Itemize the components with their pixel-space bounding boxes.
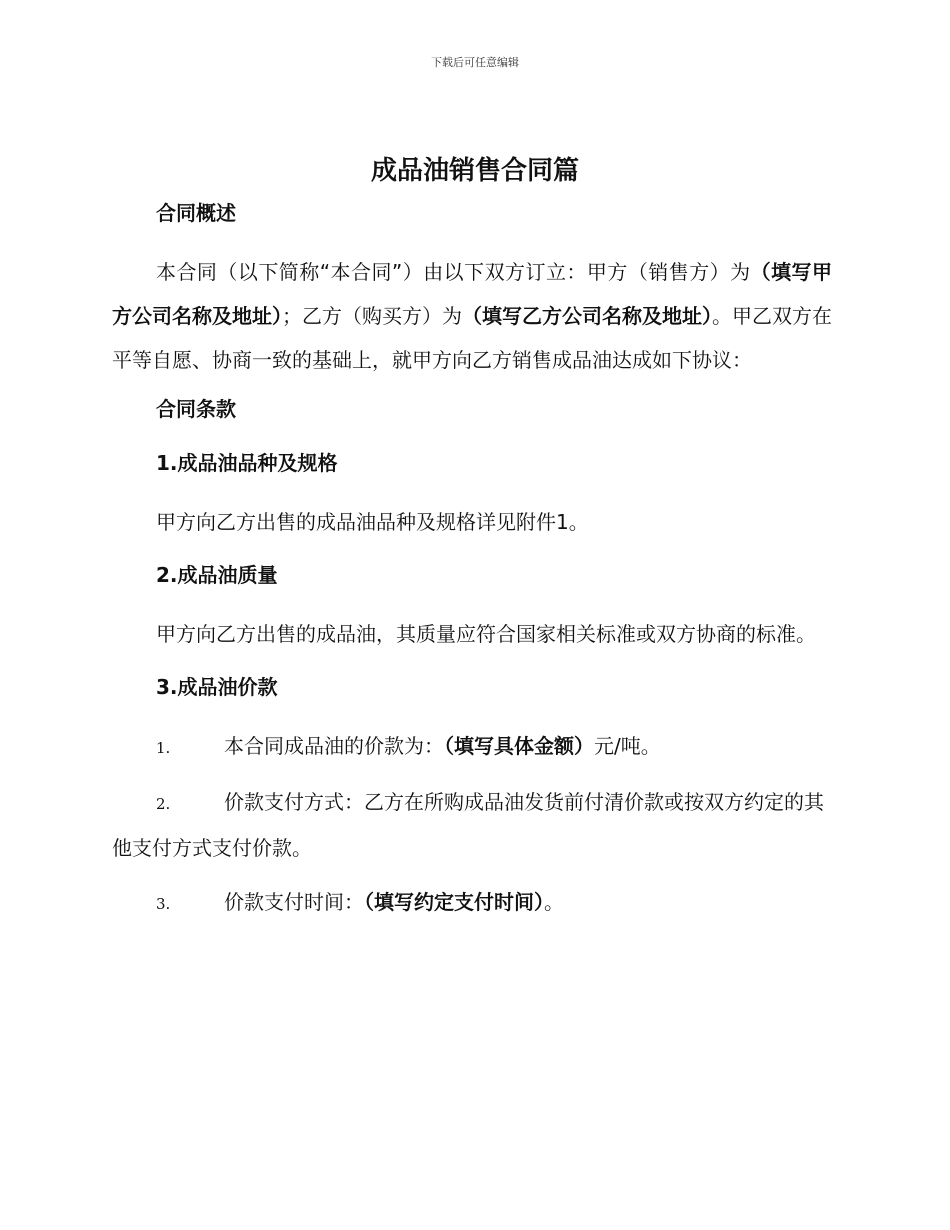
list-item (112, 724, 832, 770)
header-note: 下载后可任意编辑 (431, 56, 519, 69)
list-text: 价款支付时间： (224, 890, 364, 914)
section-heading-terms: 合同条款 (156, 397, 236, 421)
section-2-heading: 2.成品油质量 (156, 563, 278, 587)
overview-text-2: ；乙方（购买方）为 (282, 304, 462, 328)
overview-text-3: 。甲乙双方在平等自愿、协商一致的基础上，就甲方向乙方销售成品油达成如下协议： (112, 304, 832, 372)
list-number: 2. (156, 795, 171, 813)
list-text-tail: 元/吨。 (594, 734, 661, 758)
price-placeholder: （填写具体金额） (444, 734, 594, 758)
list-text: 本合同成品油的价款为： (224, 734, 444, 758)
document-title: 成品油销售合同篇 (370, 156, 579, 186)
section-3-heading: 3.成品油价款 (156, 675, 278, 699)
section-1-text: 甲方向乙方出售的成品油品种及规格详见附件1。 (156, 510, 589, 534)
list-text-tail: 。 (544, 890, 564, 914)
list-number: 1. (156, 739, 171, 757)
list-item (112, 780, 832, 870)
payment-time-placeholder: （填写约定支付时间） (364, 890, 544, 914)
section-1-heading: 1.成品油品种及规格 (156, 451, 338, 475)
list-text: 价款支付方式：乙方在所购成品油发货前付清价款或按双方约定的其他支付方式支付价款。 (112, 790, 824, 860)
section-heading-overview: 合同概述 (156, 201, 236, 225)
overview-text-1: 本合同（以下简称“本合同”）由以下双方订立：甲方（销售方）为 (156, 260, 751, 284)
list-item (112, 880, 832, 926)
section-2-text: 甲方向乙方出售的成品油，其质量应符合国家相关标准或双方协商的标准。 (156, 622, 816, 646)
party-a-placeholder: （填写甲方公司名称及地址） (112, 260, 832, 328)
list-number: 3. (156, 895, 171, 913)
overview-paragraph (112, 250, 832, 382)
document-body (112, 196, 832, 936)
party-b-placeholder: （填写乙方公司名称及地址） (462, 304, 712, 328)
